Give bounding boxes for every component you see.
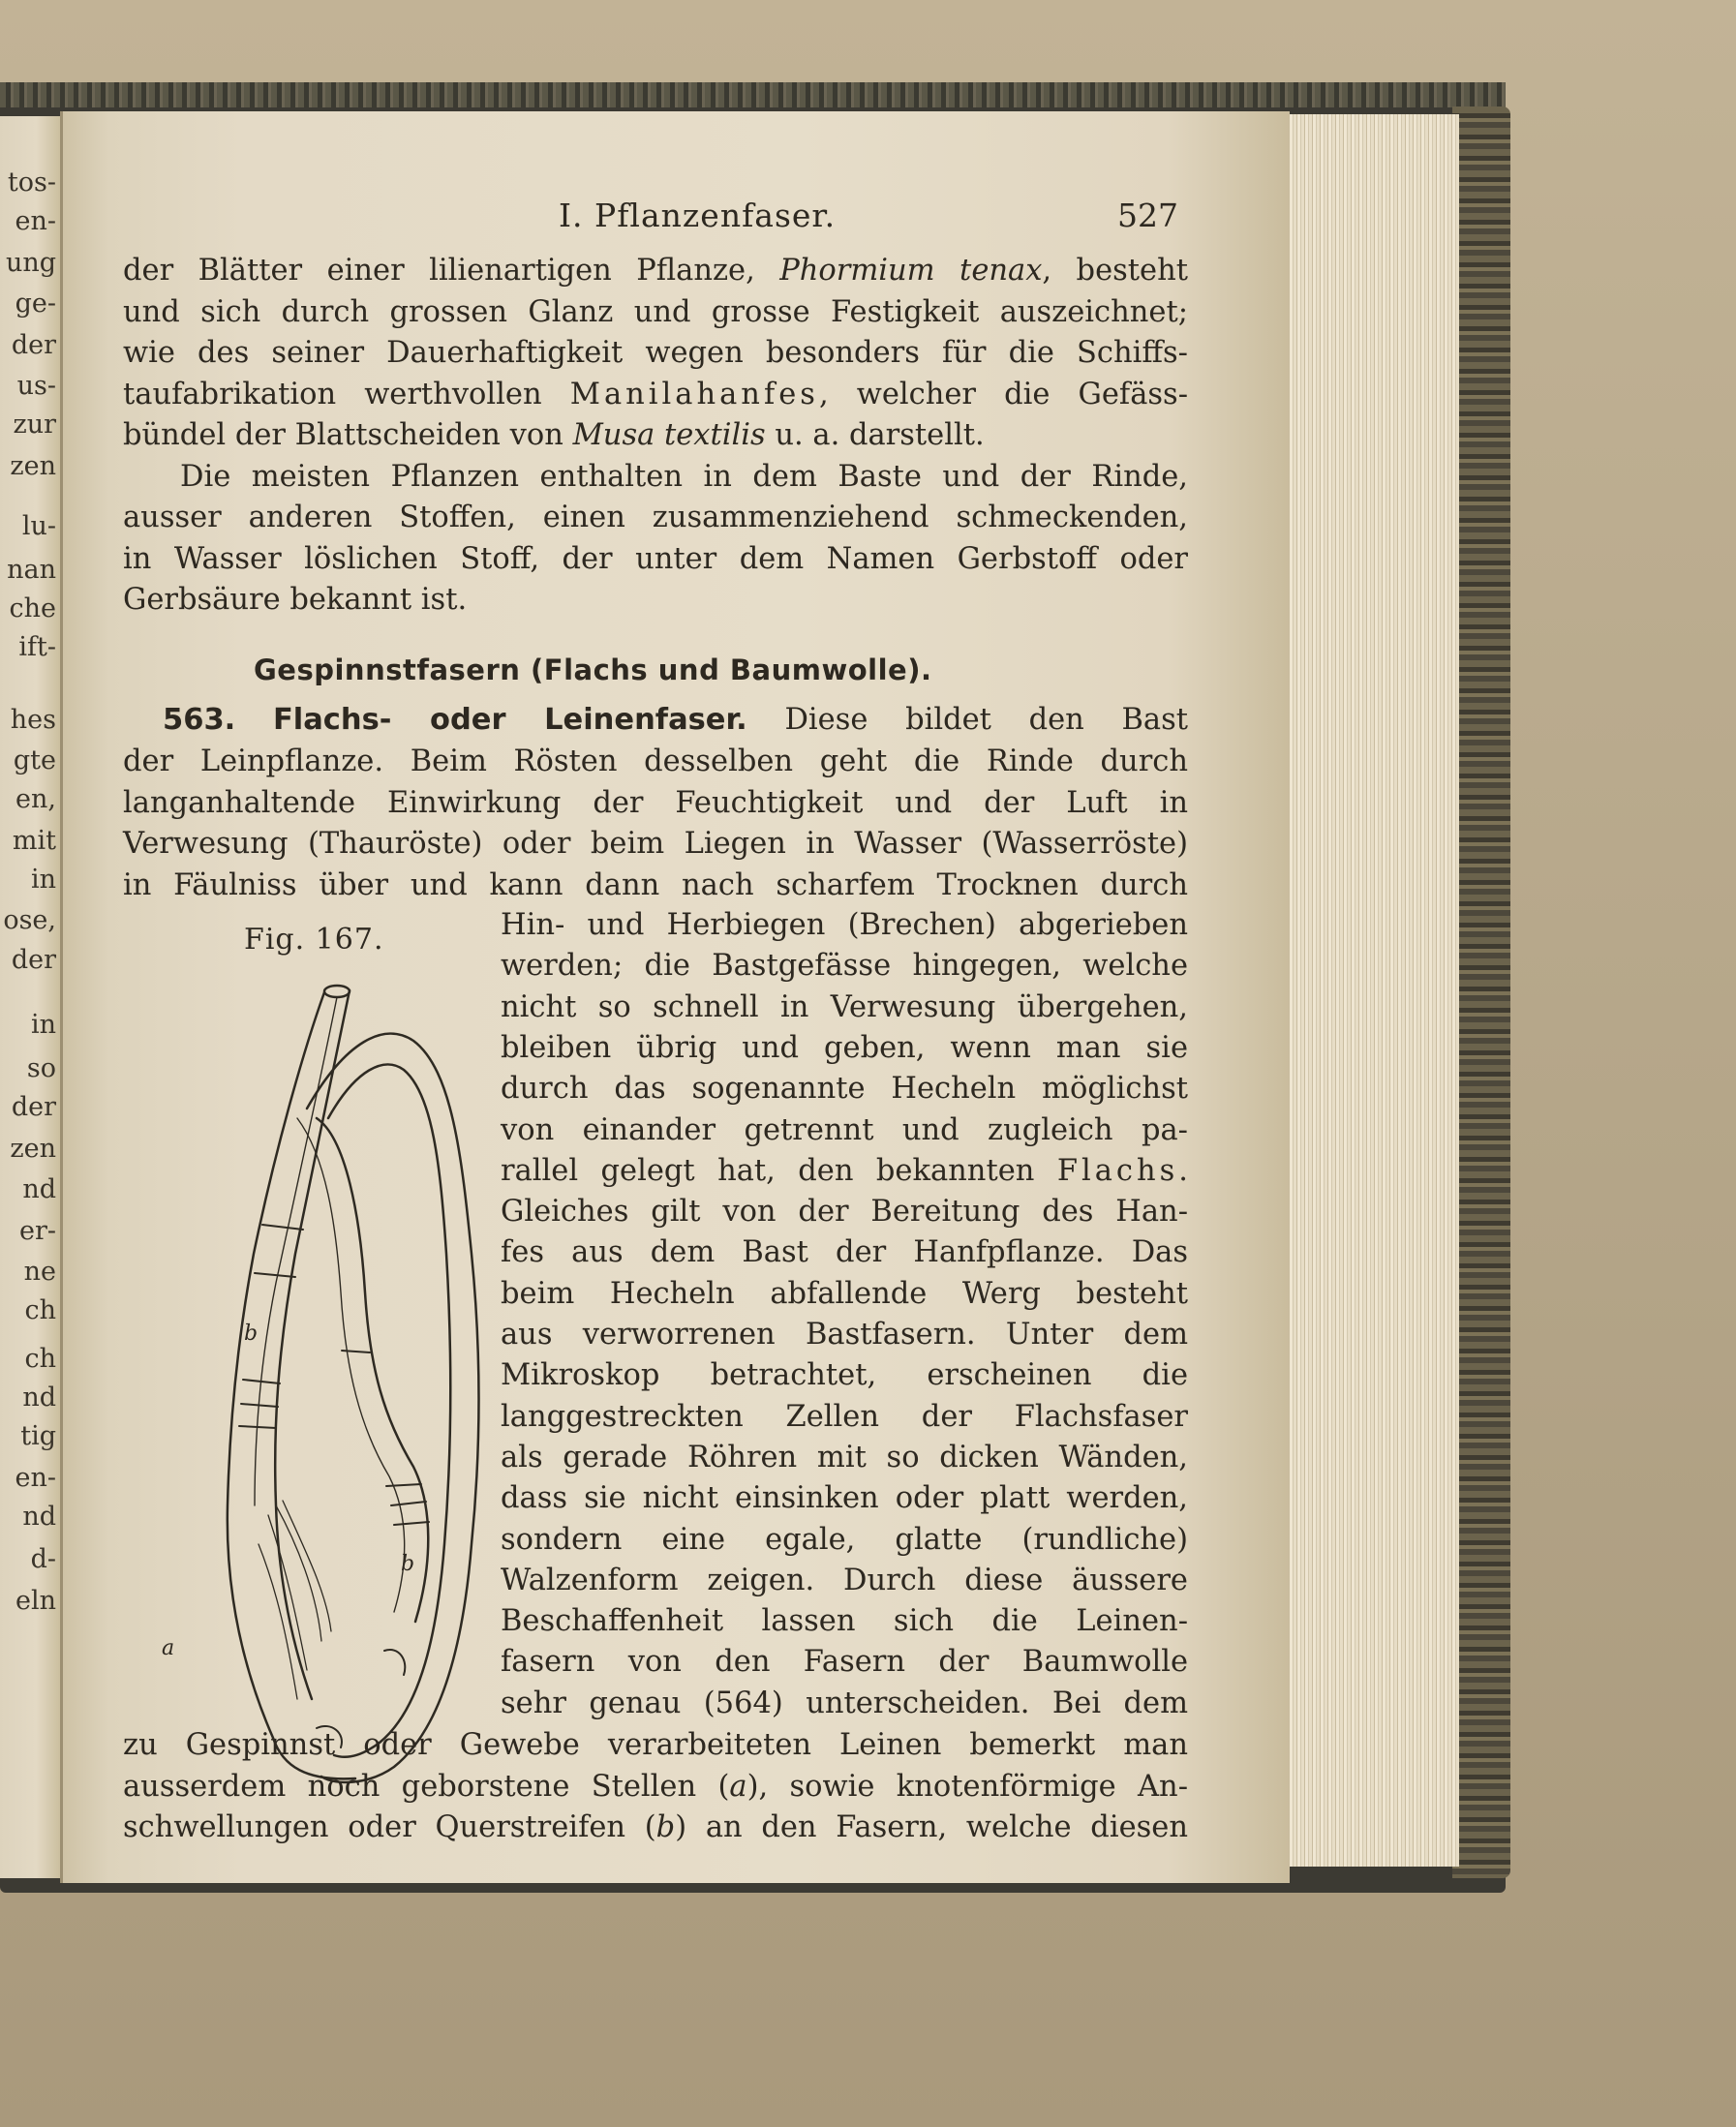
section-title: Flachs- oder Leinenfaser. <box>272 703 747 737</box>
section-heading: Gespinnstfasern (Flachs und Baumwolle). <box>254 653 932 686</box>
left-page-text-fragment: tig <box>20 1421 56 1451</box>
left-page-edge <box>0 116 60 1878</box>
left-page-text-fragment: zen <box>10 451 56 481</box>
text-line: aus verworrenen Bastfasern. Unter dem <box>501 1318 1188 1352</box>
page-stack-edge <box>1288 114 1459 1867</box>
left-page-text-fragment: nan <box>7 555 56 585</box>
left-page-text-fragment: nd <box>22 1502 56 1532</box>
left-page-text-fragment: lu- <box>21 511 56 541</box>
text-line: rallel gelegt hat, den bekannten Flachs. <box>501 1153 1188 1188</box>
text-line: sondern eine egale, glatte (rundliche) <box>501 1522 1188 1557</box>
figure-caption: Fig. 167. <box>244 923 384 957</box>
figure-label-b-right: b <box>401 1552 415 1576</box>
text-line: durch das sogenannte Hecheln möglichst <box>501 1072 1188 1107</box>
book-page <box>60 111 1290 1883</box>
text-line: Walzenform zeigen. Durch diese äussere <box>501 1563 1188 1597</box>
fiber-b-outer <box>307 1034 479 1782</box>
left-page-text-fragment: us- <box>16 371 56 401</box>
left-page-text-fragment: der <box>11 1092 56 1122</box>
running-head-title: I. Pflanzenfaser. <box>559 197 837 234</box>
text-line: Die meisten Pflanzen enthalten in dem Baste und der Rinde, <box>180 460 1188 494</box>
left-page-text-fragment: zen <box>10 1134 56 1164</box>
text-line: bleiben übrig und geben, wenn man sie <box>501 1030 1188 1065</box>
text-line: in Fäulniss über und kann dann nach scharfem Trocknen durch <box>123 867 1188 902</box>
figure-label-a: a <box>162 1636 175 1660</box>
left-page-text-fragment: ch <box>24 1344 56 1374</box>
left-page-text-fragment: der <box>11 945 56 975</box>
text-line: ausser anderen Stoffen, einen zusammenziehend schmeckenden, <box>123 501 1188 534</box>
text-line: fasern von den Fasern der Baumwolle <box>501 1645 1188 1680</box>
fiber-a-outline-left <box>228 992 355 1778</box>
left-page-text-fragment: mit <box>12 826 56 856</box>
left-page-text-fragment: nd <box>22 1174 56 1204</box>
gutter <box>60 111 63 1883</box>
left-page-text-fragment: er- <box>18 1216 56 1246</box>
text-line: Gerbsäure bekannt ist. <box>123 583 468 617</box>
page-number: 527 <box>1117 197 1178 234</box>
fiber-b-channel <box>317 1118 428 1622</box>
text-line: langanhaltende Einwirkung der Feuchtigkeit und der Luft in <box>123 785 1188 820</box>
fiber-end-cap <box>324 986 350 997</box>
left-page-text-fragment: in <box>30 865 56 895</box>
text-line: Beschaffenheit lassen sich die Leinen- <box>501 1604 1188 1639</box>
left-page-text-fragment: so <box>26 1053 56 1083</box>
left-page-text-fragment: tos- <box>7 167 56 198</box>
left-page-text-fragment: der <box>11 330 56 360</box>
text-line: fes aus dem Bast der Hanfpflanze. Das <box>501 1235 1188 1270</box>
flax-fiber-figure <box>162 963 549 1796</box>
text-line: beim Hecheln abfallende Werg besteht <box>501 1276 1188 1311</box>
left-page-text-fragment: eln <box>15 1586 56 1616</box>
section-number: 563. <box>163 703 236 737</box>
left-page-text-fragment: ift- <box>18 632 56 662</box>
left-page-text-fragment: nd <box>22 1383 56 1413</box>
figure-label-b-left: b <box>244 1322 259 1346</box>
text-line: der Blätter einer lilienartigen Pflanze, Phormium tenax, besteht <box>123 254 1188 288</box>
text-line: sehr genau (564) unterscheiden. Bei dem <box>501 1686 1188 1720</box>
left-page-text-fragment: in <box>30 1010 56 1040</box>
text-line: Gleiches gilt von der Bereitung des Han- <box>501 1195 1188 1230</box>
left-page-text-fragment: che <box>9 593 56 623</box>
text-line: Hin- und Herbiegen (Brechen) abgerieben <box>501 908 1188 942</box>
text-line: bündel der Blattscheiden von Musa textilis u. a. darstellt. <box>123 418 985 452</box>
left-page-text-fragment: ose, <box>3 905 56 935</box>
text-line: Mikroskop betrachtet, erscheinen die <box>501 1358 1188 1393</box>
fiber-b-striation <box>342 1351 429 1525</box>
left-page-text-fragment: d- <box>30 1544 56 1574</box>
left-page-text-fragment: ung <box>5 248 56 278</box>
text-line: zu Gespinnst oder Gewebe verarbeiteten Leinen bemerkt man <box>123 1728 1188 1762</box>
text-line: langgestreckten Zellen der Flachsfaser <box>501 1399 1188 1434</box>
left-page-text-fragment: ne <box>23 1257 56 1287</box>
text-line: schwellungen oder Querstreifen (b) an den Fasern, welche diesen <box>123 1810 1188 1844</box>
text-line: wie des seiner Dauerhaftigkeit wegen besonders für die Schiffs- <box>123 336 1188 370</box>
left-page-text-fragment: en- <box>15 1463 56 1493</box>
left-page-text-fragment: hes <box>10 705 56 735</box>
text-line: taufabrikation werthvollen Manilahanfes, welcher die Gefäss- <box>123 378 1188 411</box>
text-line: als gerade Röhren mit so dicken Wänden, <box>501 1440 1188 1474</box>
text-line: dass sie nicht einsinken oder platt werden, <box>501 1481 1188 1516</box>
text-line: in Wasser löslichen Stoff, der unter dem Namen Gerbstoff oder <box>123 542 1188 576</box>
left-page-text-fragment: zur <box>13 410 56 440</box>
text-line: ausserdem noch geborstene Stellen (a), sowie knotenförmige An- <box>123 1769 1189 1804</box>
left-page-text-fragment: en, <box>15 784 56 814</box>
section-first-line: 563. Flachs- oder Leinenfaser. Diese bildet den Bast <box>163 703 1188 737</box>
text-line: nicht so schnell in Verwesung übergehen, <box>501 989 1188 1024</box>
left-page-text-fragment: ch <box>24 1295 56 1325</box>
text-line: Verwesung (Thauröste) oder beim Liegen in Wasser (Wasserröste) <box>123 827 1188 861</box>
running-head <box>123 197 1178 235</box>
left-page-text-fragment: gte <box>13 745 56 775</box>
text-line: werden; die Bastgefässe hingegen, welche <box>501 949 1188 984</box>
left-page-text-fragment: ge- <box>15 289 56 319</box>
text-line: und sich durch grossen Glanz und grosse Festigkeit auszeichnet; <box>123 295 1188 329</box>
fiber-a-fray <box>259 1501 331 1699</box>
left-page-text-fragment: en- <box>15 206 56 236</box>
text-line: der Leinpflanze. Beim Rösten desselben geht die Rinde durch <box>123 744 1188 778</box>
text-line: von einander getrennt und zugleich pa- <box>501 1112 1188 1147</box>
book-spine-edge <box>1452 106 1510 1878</box>
